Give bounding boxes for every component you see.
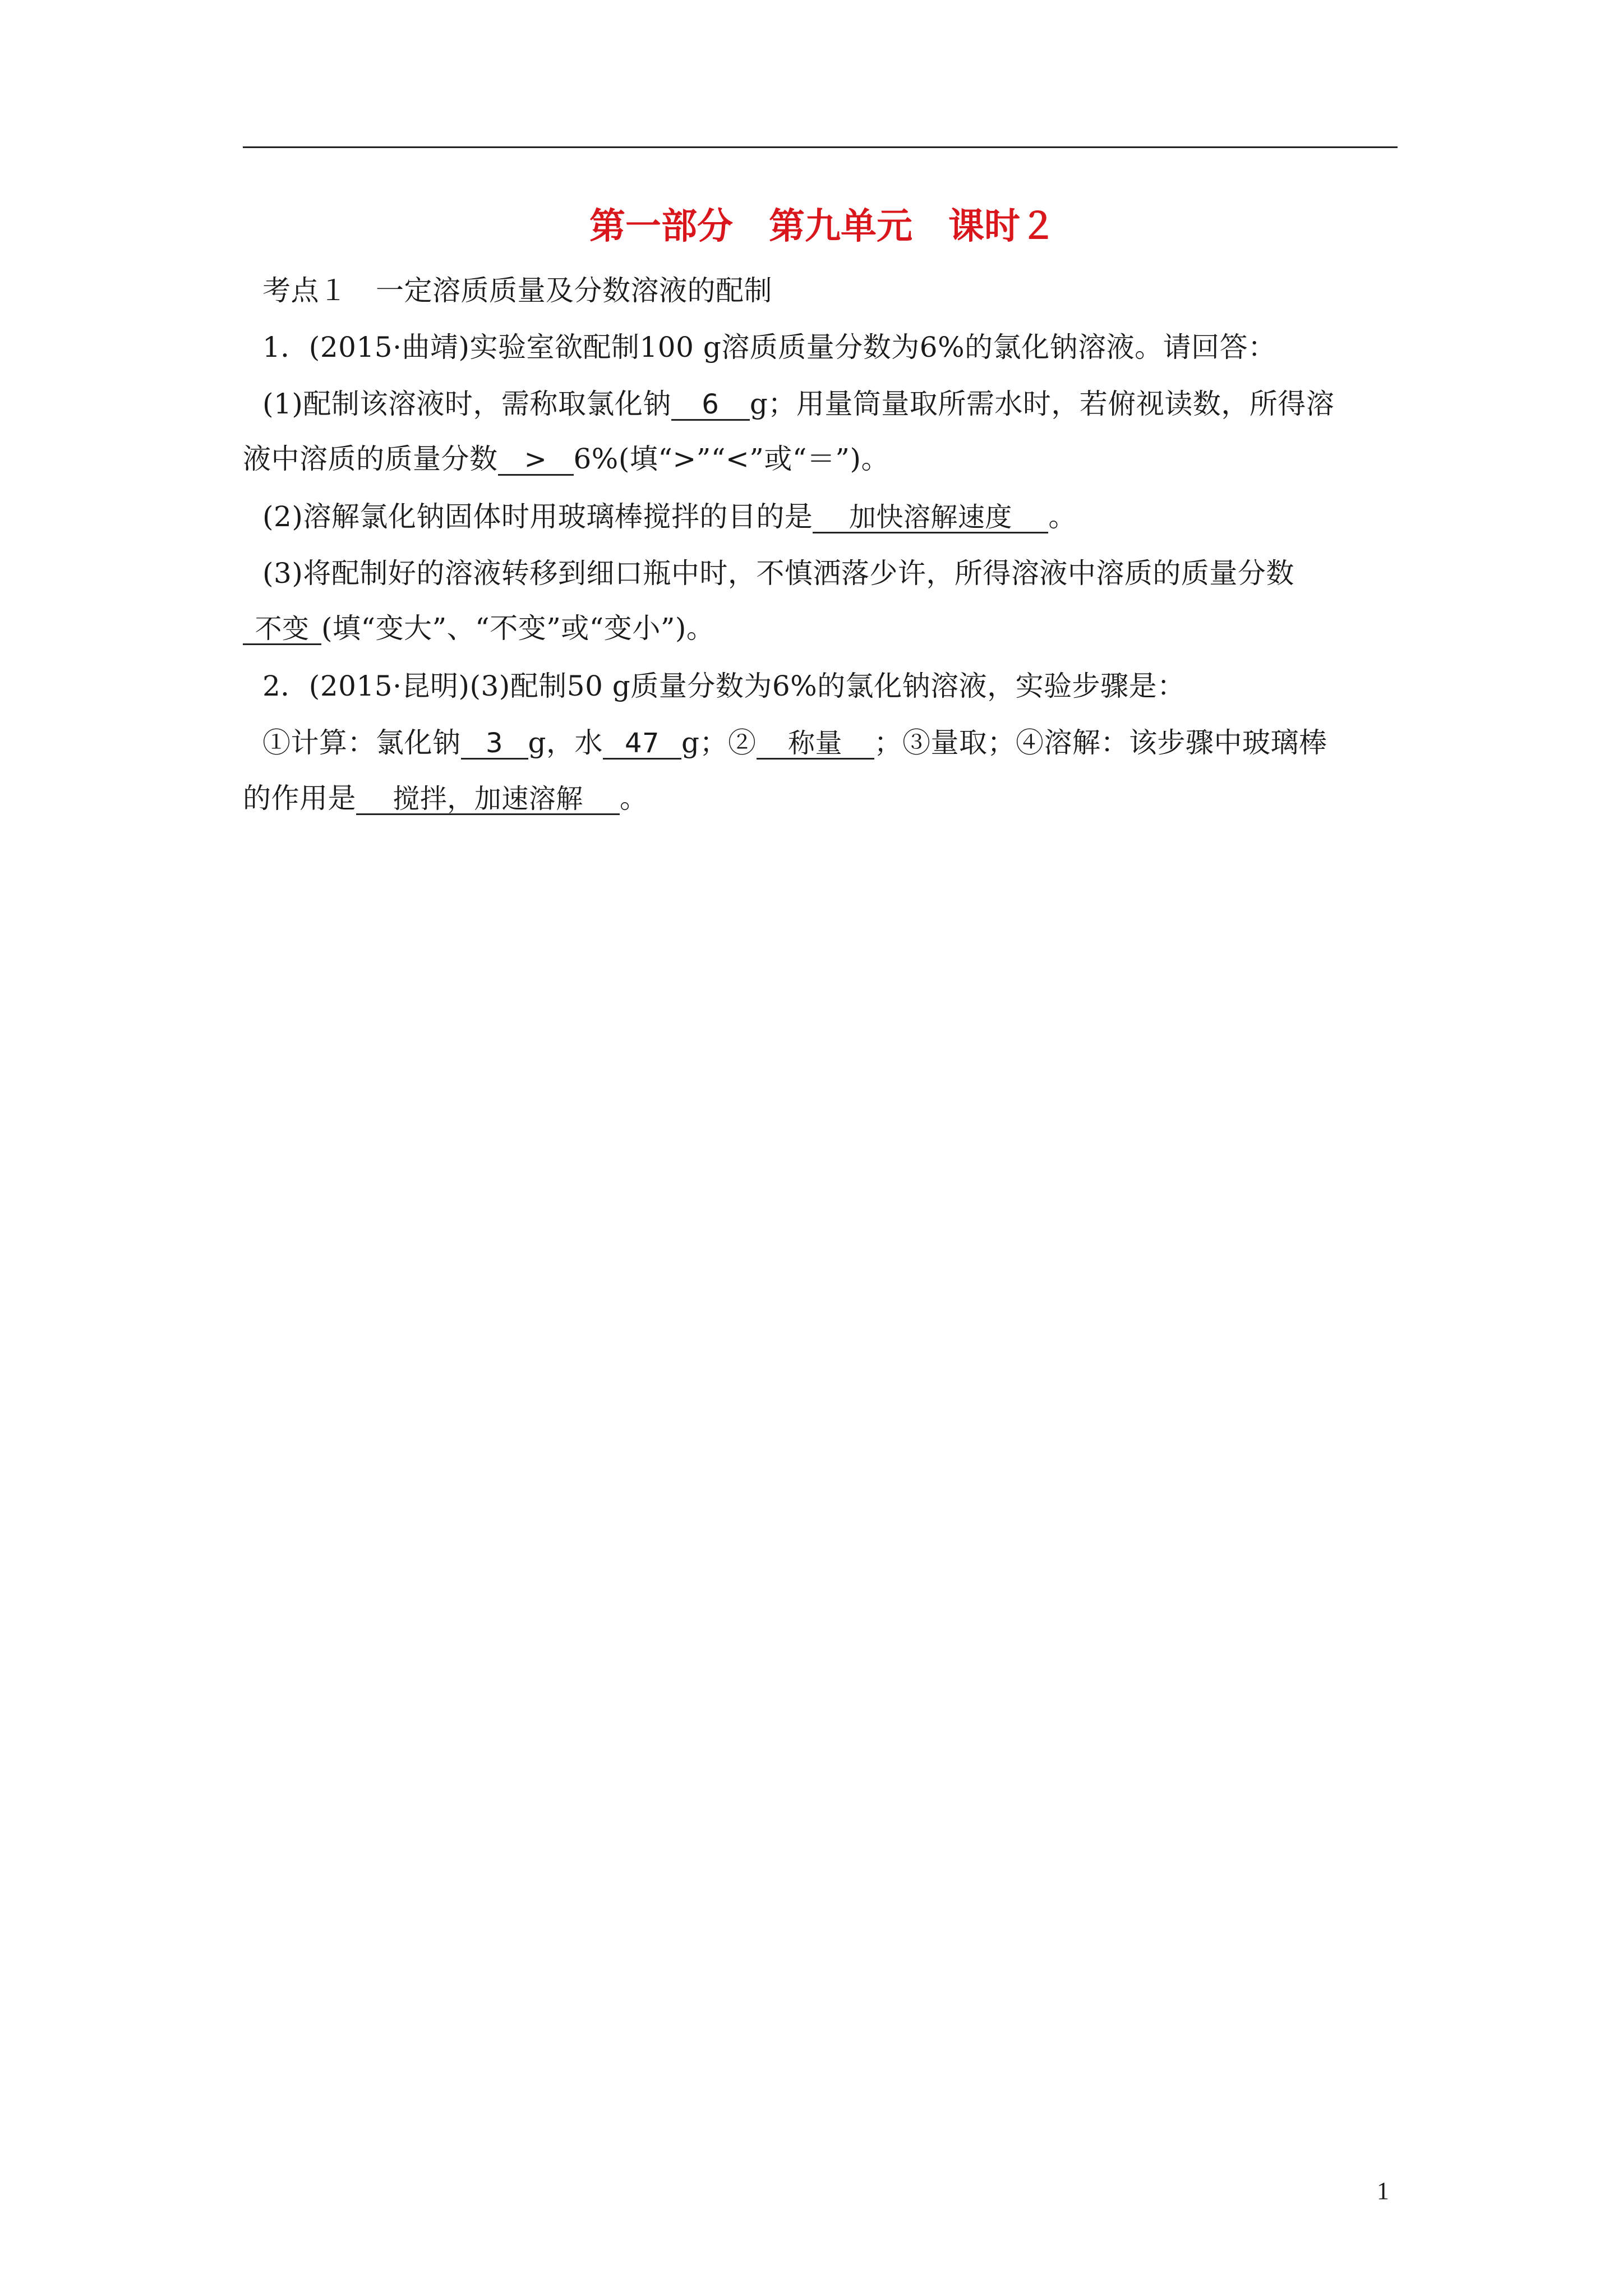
q1-answer-blank-1: 6	[671, 390, 750, 421]
q1-answer-blank-3: 加快溶解速度	[813, 503, 1048, 533]
q1-part3-text-b: (填“变大”、“不变”或“变小”)。	[321, 612, 715, 645]
q1-part1-line1	[243, 387, 1398, 421]
q2-steps-text-a: ①计算：氯化钠	[262, 726, 461, 759]
q2-stem: 2．(2015·昆明)(3)配制50 g质量分数为6%的氯化钠溶液，实验步骤是：	[262, 670, 1186, 702]
q2-steps-text-b: g，水	[528, 726, 603, 759]
q2-steps-line1	[243, 726, 1398, 760]
q1-part2	[243, 500, 1398, 533]
header-rule	[243, 146, 1398, 148]
q2-answer-blank-1: 3	[461, 729, 528, 760]
q2-steps-text-d: ；③量取；④溶解：该步骤中玻璃棒	[874, 726, 1327, 759]
q1-part2-text-a: (2)溶解氯化钠固体时用玻璃棒搅拌的目的是	[262, 500, 813, 533]
q1-stem: 1．(2015·曲靖)实验室欲配制100 g溶质质量分数为6%的氯化钠溶液。请回答：	[262, 331, 1276, 364]
q2-answer-blank-2: 47	[603, 729, 681, 760]
q2-steps-line2	[243, 781, 1398, 815]
q1-part2-text-b: 。	[1048, 500, 1077, 533]
q1-part1-line2	[243, 442, 1398, 476]
q1-part1-text-d: 6%(填“>”“<”或“＝”)。	[573, 443, 889, 475]
page-title: 第一部分 第九单元 课时２	[589, 206, 1056, 247]
section-heading: 考点１ 一定溶质质量及分数溶液的配制	[262, 274, 772, 307]
q1-answer-blank-4: 不变	[243, 614, 321, 645]
q1-part3-line2	[243, 611, 1398, 645]
q2-steps-text-f: 。	[620, 782, 648, 815]
q1-answer-blank-2: >	[498, 445, 574, 476]
q2-answer-blank-4: 搅拌，加速溶解	[356, 784, 620, 815]
q2-answer-blank-3: 称量	[757, 729, 874, 760]
q2-steps-text-c: g；②	[681, 726, 757, 759]
q1-part1-text-c: 液中溶质的质量分数	[243, 443, 498, 475]
q1-part1-text-b: g；用量筒量取所需水时，若俯视读数，所得溶	[749, 388, 1335, 420]
q2-steps-text-e: 的作用是	[243, 782, 356, 815]
page-number: 1	[1377, 2177, 1389, 2205]
q1-part1-text-a: (1)配制该溶液时，需称取氯化钠	[262, 388, 671, 420]
q1-part3-line1: (3)将配制好的溶液转移到细口瓶中时，不慎洒落少许，所得溶液中溶质的质量分数	[262, 557, 1294, 590]
